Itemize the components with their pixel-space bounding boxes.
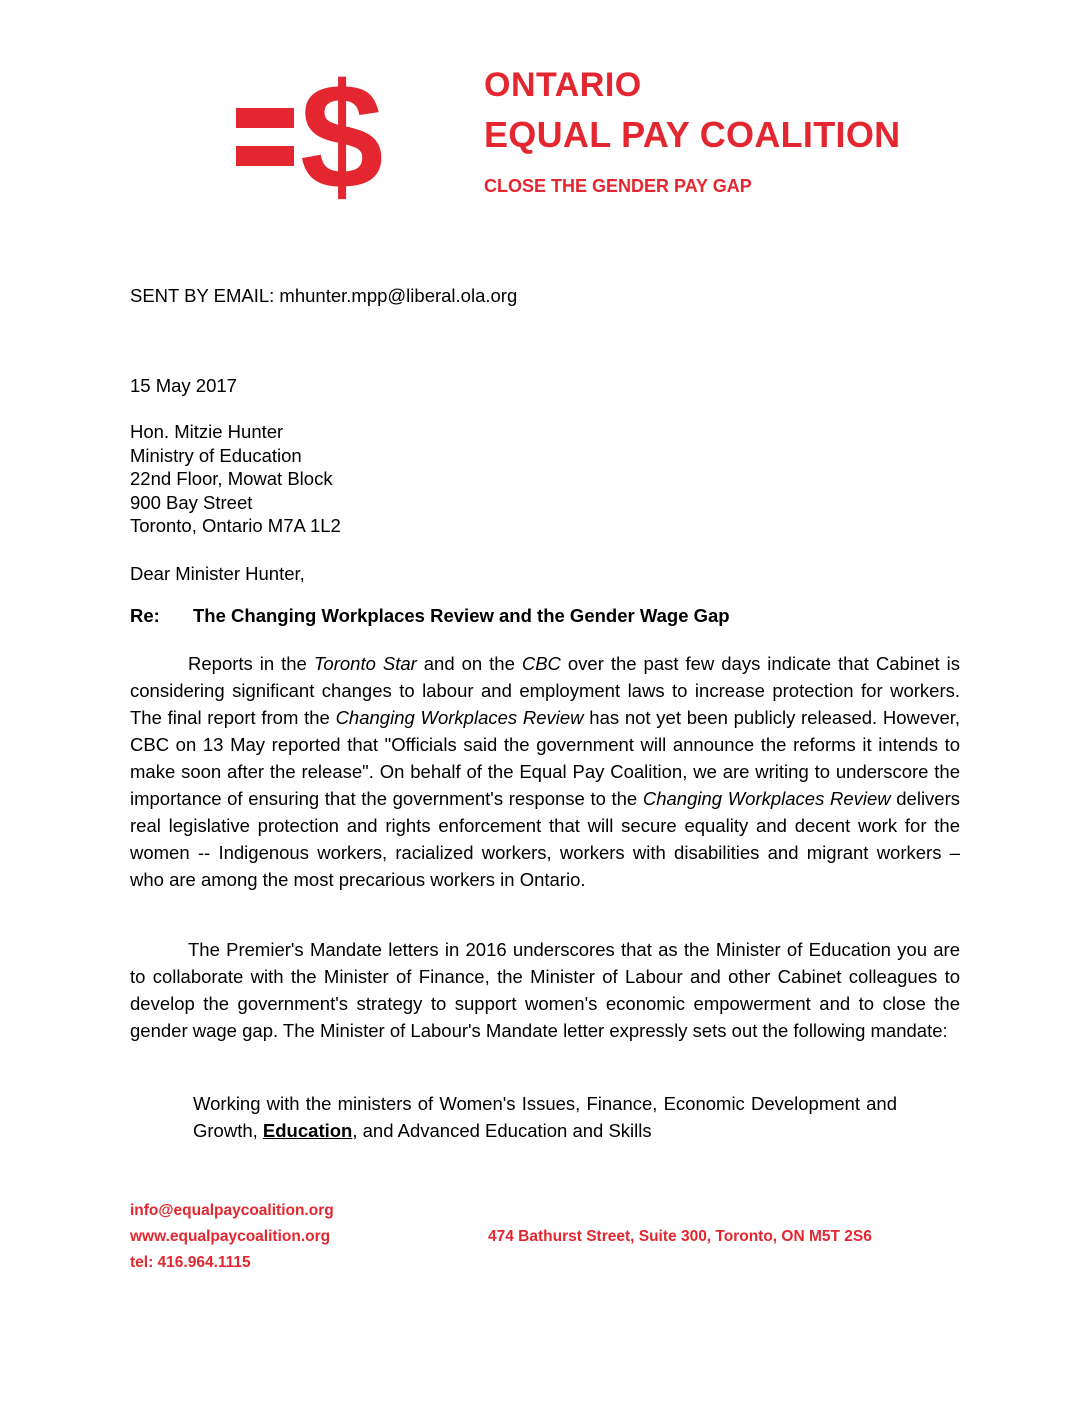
text-run: over the past few days indicate that Cabinet is considering significant changes to labour and employment laws to increase protection for workers. The final report from the	[130, 653, 960, 728]
footer-website: www.equalpaycoalition.org	[130, 1228, 331, 1245]
address-line: Ministry of Education	[130, 444, 302, 466]
recipient-address	[130, 420, 341, 538]
address-line: Hon. Mitzie Hunter	[130, 421, 284, 442]
text-run: delivers real legislative protection and rights enforcement that will secure equality and decent work for the women -- Indigenous workers, racialized workers, workers with disabilities and migrant workers – who are among the most precarious workers in Ontario.	[130, 788, 960, 890]
italic-run: Toronto Star	[313, 653, 417, 674]
logo-equals-top-bar	[236, 108, 294, 128]
re-label: Re:	[130, 605, 160, 626]
org-name-line2: EQUAL PAY COALITION	[484, 114, 901, 155]
italic-run: CBC	[521, 653, 561, 674]
text-run: Reports in the	[188, 653, 314, 674]
logo-equals-bottom-bar	[236, 146, 294, 166]
org-tagline: CLOSE THE GENDER PAY GAP	[484, 176, 752, 196]
mandate-quote	[193, 1090, 897, 1144]
footer-contact	[130, 1198, 334, 1276]
italic-run: Changing Workplaces Review	[642, 788, 891, 809]
body-paragraph-1	[130, 650, 960, 893]
address-line: 22nd Floor, Mowat Block	[130, 468, 333, 489]
logo-dollar-sign: $	[300, 66, 384, 206]
body-paragraph-2: The Premier's Mandate letters in 2016 underscores that as the Minister of Education you are to collaborate with the Minister of Finance, the Minister of Labour and other Cabinet colleagues to develop the government's strategy to support women's economic empowerment and to close the gender wage gap. The Minister of Labour's Mandate letter expressly sets out the following mandate:	[130, 939, 960, 1041]
footer-address: 474 Bathurst Street, Suite 300, Toronto, ON M5T 2S6	[488, 1228, 872, 1245]
equal-pay-logo	[236, 66, 414, 206]
org-name-line1: ONTARIO	[484, 66, 642, 104]
address-line: 900 Bay Street	[130, 491, 253, 513]
re-subject: The Changing Workplaces Review and the Gender Wage Gap	[193, 605, 730, 626]
footer-email: info@equalpaycoalition.org	[130, 1202, 334, 1219]
letter-date: 15 May 2017	[130, 375, 237, 396]
sent-by-email-line: SENT BY EMAIL: mhunter.mpp@liberal.ola.org	[130, 285, 518, 306]
bold-underline-run: Education	[262, 1120, 353, 1141]
footer-phone: tel: 416.964.1115	[130, 1254, 251, 1271]
text-run: , and Advanced Education and Skills	[352, 1120, 652, 1141]
salutation: Dear Minister Hunter,	[130, 563, 305, 584]
text-run: Working with the ministers of Women's Issues, Finance, Economic Development and Growth,	[193, 1093, 897, 1141]
address-line: Toronto, Ontario M7A 1L2	[130, 515, 341, 536]
italic-run: Changing Workplaces Review	[335, 707, 584, 728]
text-run: has not yet been publicly released. However, CBC on 13 May reported that "Officials said the government will announce the reforms it intends to make soon after the release". On behalf of the Equal Pay Coalition, we are writing to underscore the importance of ensuring that the government's response to the	[130, 707, 961, 809]
text-run: and on the	[416, 653, 522, 674]
